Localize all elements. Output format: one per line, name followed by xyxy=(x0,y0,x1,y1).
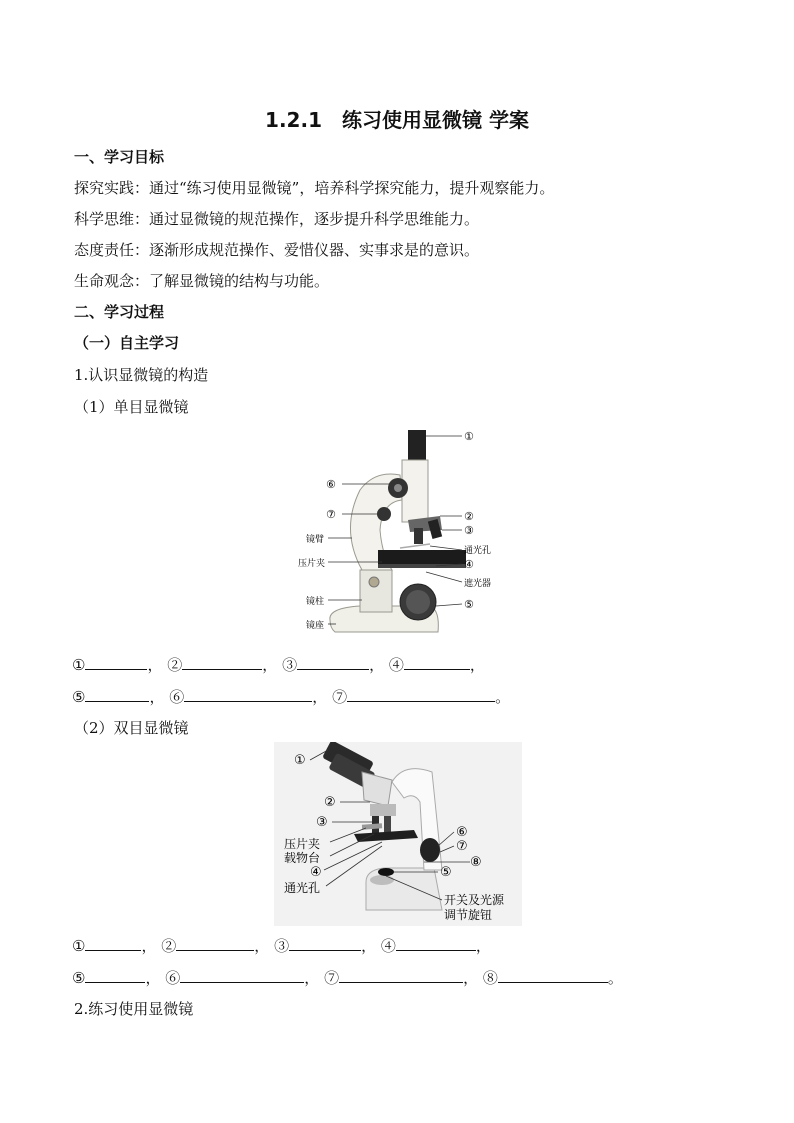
bino-heading: （2）双目显微镜 xyxy=(74,719,189,737)
bino-blank-2[interactable] xyxy=(176,936,254,951)
mono-heading: （1）单目显微镜 xyxy=(74,398,189,416)
bino-label-hole: 通光孔 xyxy=(284,881,321,895)
mono-label-hole: 通光孔 xyxy=(464,546,492,556)
bino-blank-2-marker: ② xyxy=(161,937,177,955)
sep: 。 xyxy=(495,688,511,706)
bino-callout-7: ⑦ xyxy=(456,839,468,854)
mono-blank-3[interactable] xyxy=(297,655,369,670)
bino-blank-6-marker: ⑥ xyxy=(165,969,181,987)
bino-blank-8[interactable] xyxy=(498,968,608,983)
bino-blank-7-marker: ⑦ xyxy=(324,969,340,987)
mono-blank-4-marker: ④ xyxy=(388,656,404,674)
mono-blank-6-marker: ⑥ xyxy=(169,688,185,706)
sep: ， xyxy=(254,937,270,955)
item-2-heading: 2.练习使用显微镜 xyxy=(74,1000,194,1018)
bino-callout-1: ① xyxy=(294,753,306,768)
sep: ， xyxy=(463,969,479,987)
bino-callout-8: ⑧ xyxy=(470,855,482,870)
bino-blank-7[interactable] xyxy=(339,968,463,983)
sep: ， xyxy=(304,969,320,987)
section-heading-process: 二、学习过程 xyxy=(74,303,165,321)
bino-blank-1-marker: ① xyxy=(72,937,86,955)
subsection-self-study: （一）自主学习 xyxy=(74,334,180,352)
bino-callout-3: ③ xyxy=(316,815,328,830)
bino-label-stage: 载物台 xyxy=(284,851,321,865)
bino-blank-3[interactable] xyxy=(289,936,361,951)
mono-blank-2[interactable] xyxy=(182,655,262,670)
mono-fill-row-2 xyxy=(72,686,510,707)
goal-1: 探究实践：通过“练习使用显微镜”，培养科学探究能力，提升观察能力。 xyxy=(74,179,555,197)
sep: ， xyxy=(262,656,278,674)
sep: ， xyxy=(141,937,157,955)
bino-blank-6[interactable] xyxy=(180,968,304,983)
mono-callout-5: ⑤ xyxy=(464,598,474,611)
page-title: 1.2.1 练习使用显微镜 学案 xyxy=(265,108,529,132)
mono-blank-1-marker: ① xyxy=(72,656,86,674)
sep: ， xyxy=(312,688,328,706)
sep: ， xyxy=(475,937,491,955)
mono-blank-1[interactable] xyxy=(85,655,147,670)
bino-blank-5[interactable] xyxy=(85,968,145,983)
mono-blank-7[interactable] xyxy=(347,687,495,702)
mono-label-pillar: 镜柱 xyxy=(306,597,325,607)
mono-fill-row-1 xyxy=(72,654,485,675)
item-1-heading: 1.认识显微镜的构造 xyxy=(74,366,209,384)
goal-3: 态度责任：逐渐形成规范操作、爱惜仪器、实事求是的意识。 xyxy=(74,241,480,259)
mono-blank-5[interactable] xyxy=(85,687,149,702)
mono-blank-3-marker: ③ xyxy=(282,656,298,674)
mono-blank-4[interactable] xyxy=(404,655,470,670)
bino-callout-5: ⑤ xyxy=(440,865,452,880)
sep: ， xyxy=(147,656,163,674)
mono-callout-2: ② xyxy=(464,510,474,523)
bino-callout-2: ② xyxy=(324,795,336,810)
bino-label-clip: 压片夹 xyxy=(284,837,321,851)
monocular-microscope-figure xyxy=(290,420,500,642)
sep: ， xyxy=(369,656,385,674)
mono-callout-4: ④ xyxy=(464,558,474,571)
bino-callout-6: ⑥ xyxy=(456,825,468,840)
mono-label-diaphragm: 遮光器 xyxy=(464,579,492,589)
bino-label-switch-1: 开关及光源 xyxy=(444,893,505,907)
mono-label-arm: 镜臂 xyxy=(306,535,325,545)
bino-blank-8-marker: ⑧ xyxy=(482,969,498,987)
bino-blank-5-marker: ⑤ xyxy=(72,969,86,987)
section-heading-goals: 一、学习目标 xyxy=(74,148,165,166)
mono-callout-3: ③ xyxy=(464,524,474,537)
bino-blank-4[interactable] xyxy=(396,936,476,951)
goal-2: 科学思维：通过显微镜的规范操作，逐步提升科学思维能力。 xyxy=(74,210,480,228)
sep: ， xyxy=(361,937,377,955)
mono-label-base: 镜座 xyxy=(306,621,325,631)
mono-callout-7: ⑦ xyxy=(326,508,336,521)
bino-label-switch-2: 调节旋钮 xyxy=(444,908,493,922)
mono-blank-6[interactable] xyxy=(184,687,312,702)
sep: 。 xyxy=(607,969,623,987)
mono-callout-1: ① xyxy=(464,430,474,443)
sep: ， xyxy=(149,688,165,706)
goal-4: 生命观念：了解显微镜的结构与功能。 xyxy=(74,272,330,290)
sep: ， xyxy=(469,656,485,674)
bino-fill-row-2 xyxy=(72,967,623,988)
mono-label-clip: 压片夹 xyxy=(298,559,326,569)
bino-blank-4-marker: ④ xyxy=(380,937,396,955)
bino-blank-1[interactable] xyxy=(85,936,141,951)
bino-callout-4: ④ xyxy=(310,865,322,880)
sep: ， xyxy=(145,969,161,987)
binocular-microscope-figure xyxy=(274,742,522,926)
mono-blank-5-marker: ⑤ xyxy=(72,688,86,706)
mono-blank-7-marker: ⑦ xyxy=(332,688,348,706)
bino-blank-3-marker: ③ xyxy=(274,937,290,955)
mono-callout-6: ⑥ xyxy=(326,478,336,491)
mono-blank-2-marker: ② xyxy=(167,656,183,674)
bino-fill-row-1 xyxy=(72,935,491,956)
